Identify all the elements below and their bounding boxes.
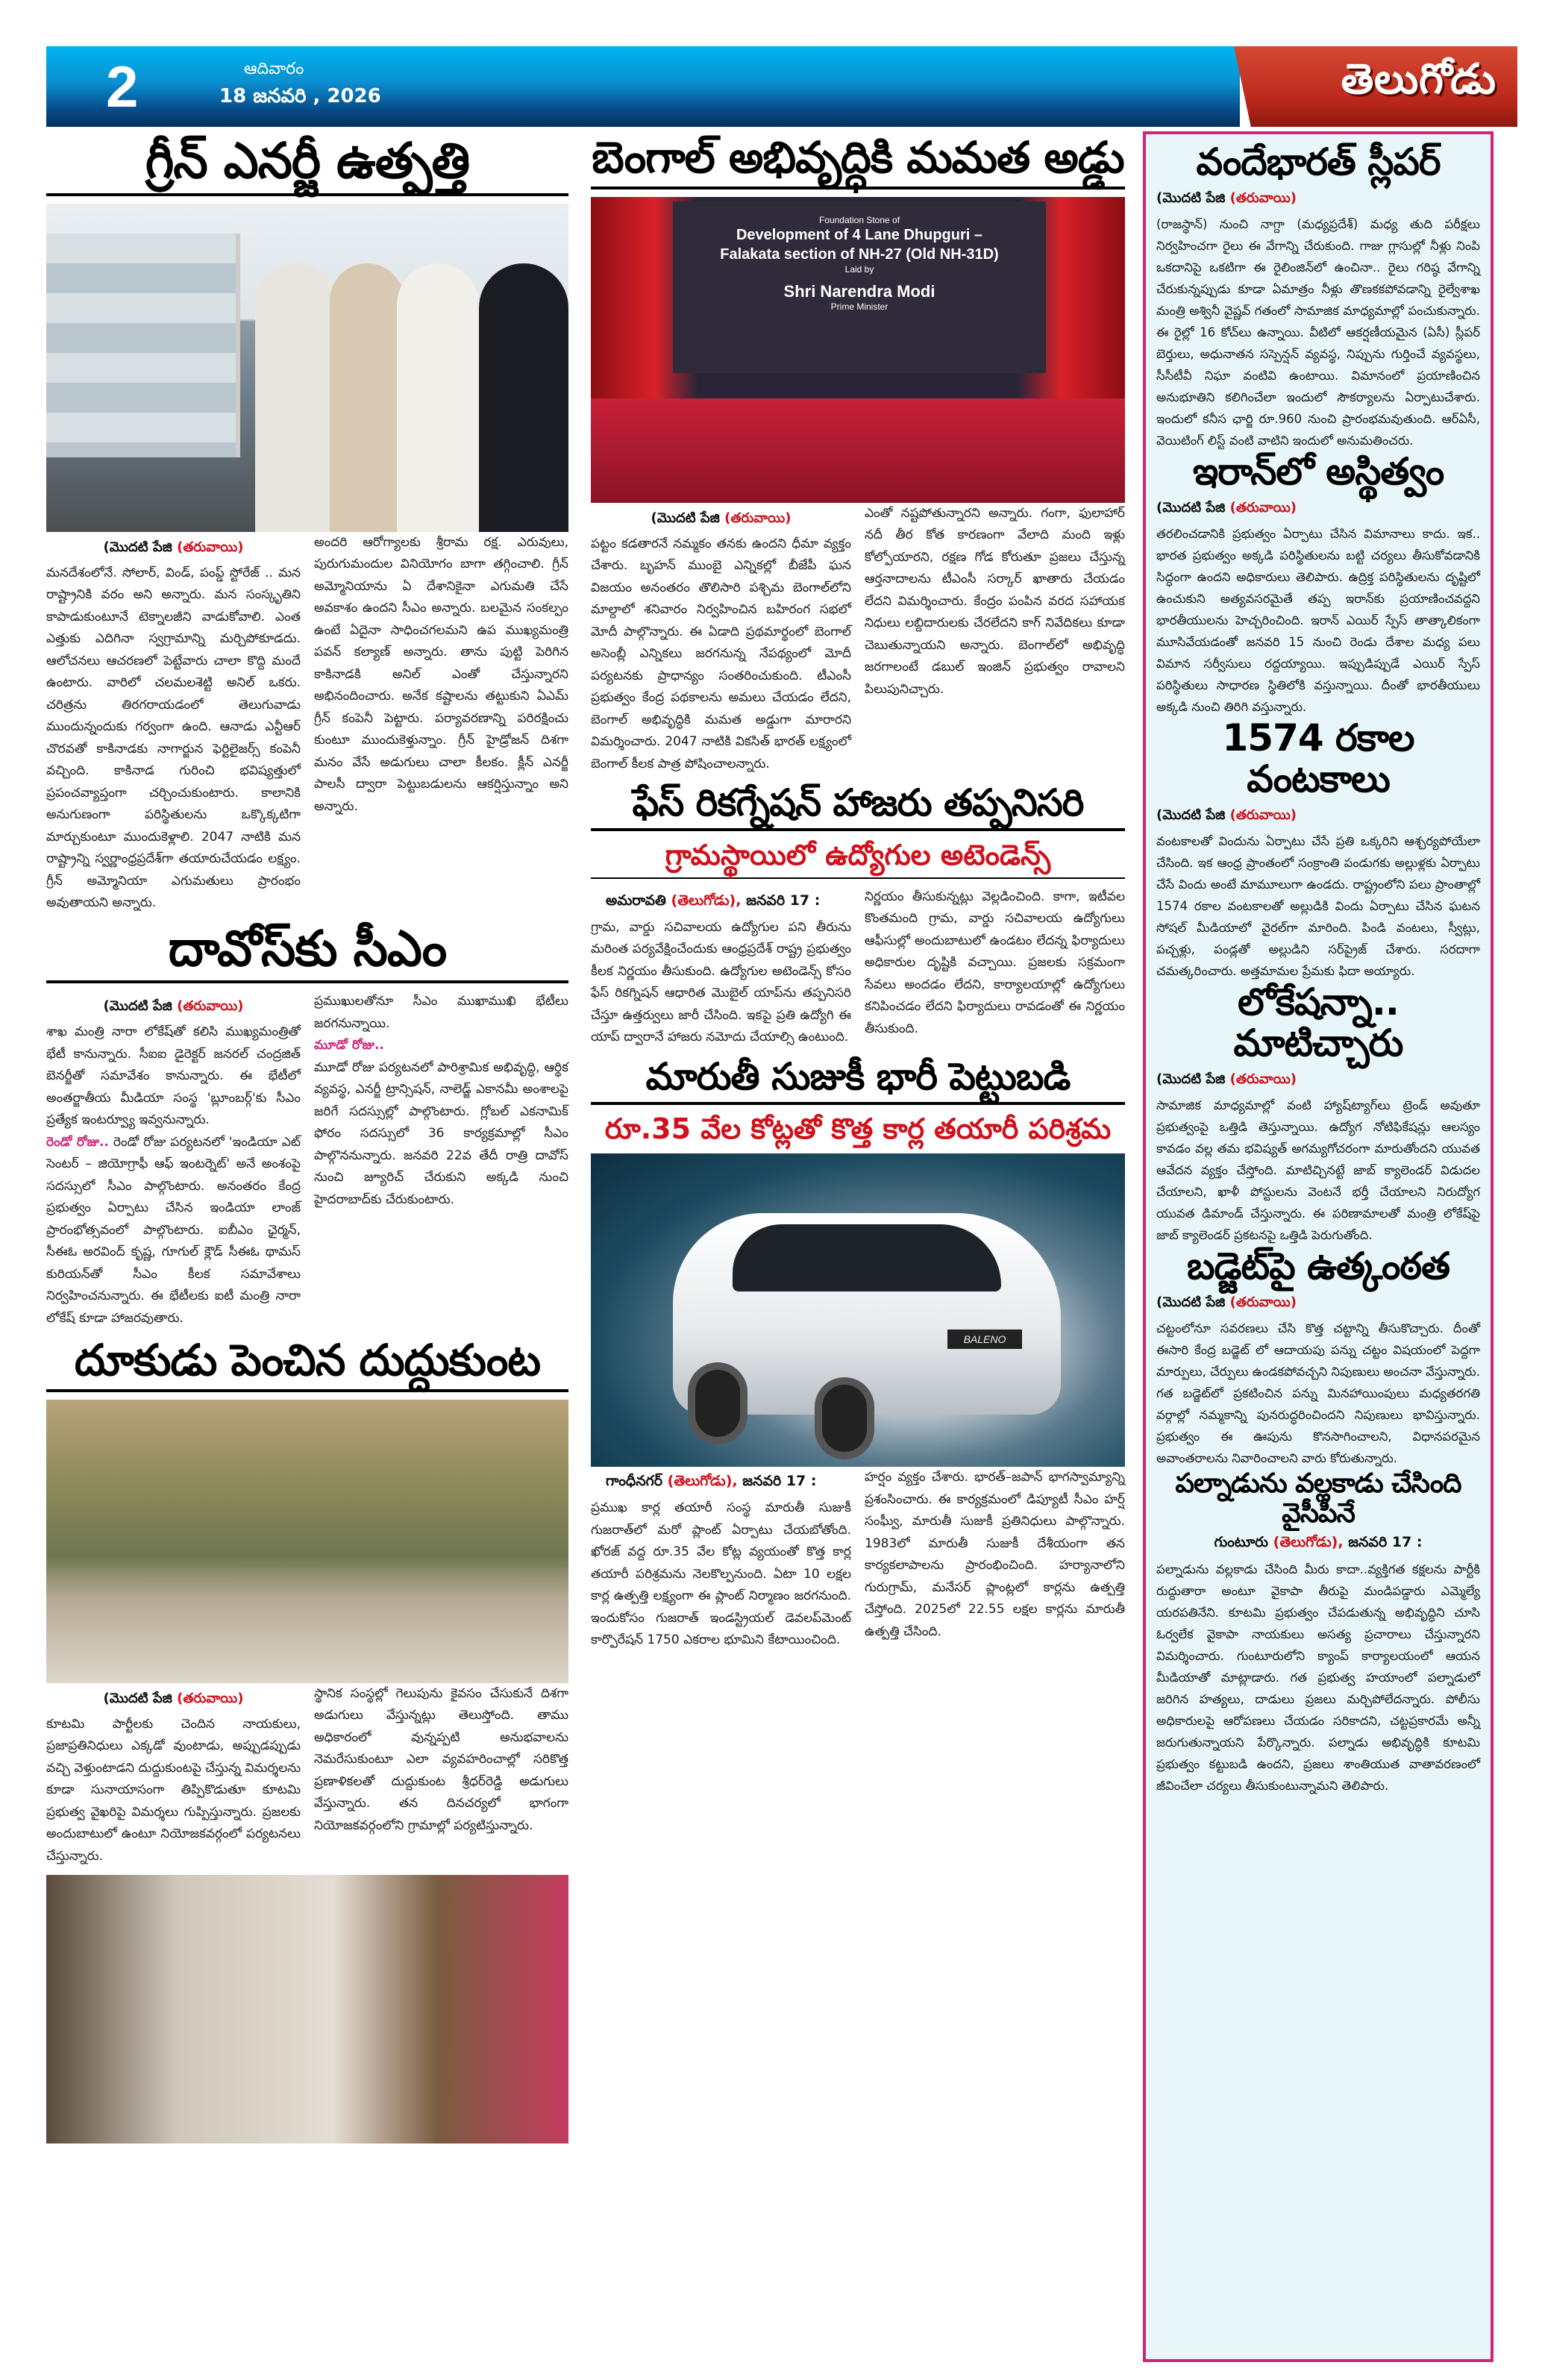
- subheadline: గ్రామస్థాయిలో ఉద్యోగుల అటెండెన్స్: [591, 839, 1125, 879]
- headline: మారుతీ సుజుకీ భారీ పెట్టుబడి: [591, 1056, 1125, 1105]
- car-wheel: [815, 1377, 874, 1459]
- photo-person: [397, 263, 479, 532]
- article-dudhukunta: [46, 1337, 568, 2143]
- continuation-label: (మొదటి పేజి (తరువాయి): [1156, 807, 1297, 823]
- continuation-label: (మొదటి పేజి (తరువాయి): [651, 510, 792, 526]
- article-text: అందరి ఆరోగ్యాలకు శ్రీరామ రక్ష. ఎరువులు, పురుగుమందుల వినియోగం బాగా తగ్గించాలి. గ్రీన్ అమ్మోనియాను ఏ దేశానికైనా ఎగుమతి చేసే అవకాశం ఉందని సీఎం అన్నారు. బలమైన సంకల్పం ఉంటే ఏదైనా సాధించగలమని ఉప ముఖ్యమంత్రి పవన్ కల్యాణ్ అన్నారు. తాను పుట్టి పెరిగిన కాకినాడకి అనిల్ ఎంతో చేస్తున్నారని అభినందించారు. అనేక కష్టాలను తట్టుకుని ఏఎమ్ గ్రీన్ కంపెనీ పెట్టారు. పర్యావరణాన్ని పరిరక్షించు కుంటూ ముందుకెళ్తున్నాం. గ్రీన్ హైడ్రోజన్ దిశగా మనం వేసే అడుగులు చాలా కీలకం. క్లీన్ ఎనర్జీ పాలసీ ద్వారా పెట్టుబడులను ఆకర్షిస్తున్నాం అని అన్నారు.: [314, 534, 568, 814]
- article-text: శాఖ మంత్రి నారా లోకేష్‌తో కలిసి ముఖ్యమంత్రితో భేటీ కానున్నారు. సీఐఐ డైరెక్టర్ జనరల్ చంద్రజిత్ బెనర్జీతో సమావేశం కానున్నారు. ఈ భేటీలో అంతర్జాతీయ మీడియా సంస్థ 'బ్లూంబర్గ్'కు సీఎం ప్రత్యేక ఇంటర్వ్యూ ఇవ్వనున్నారు.: [46, 1024, 301, 1128]
- photo-stage: [591, 398, 1125, 503]
- continuation-label: (మొదటి పేజి (తరువాయి): [1156, 1071, 1297, 1087]
- headline: బడ్జెట్‌పై ఉత్కంఠత: [1187, 1244, 1449, 1288]
- dateline: గుంటూరు (తెలుగోడు), జనవరి 17 :: [1214, 1534, 1423, 1551]
- article-text: రెండో రోజు పర్యటనలో 'ఇండియా ఎట్ సెంటర్ – జియోగ్రాఫీ ఆఫ్ ఇంటర్నెట్' అనే అంశంపై సదస్సులో సీఎం పాల్గొంటారు. అనంతరం కేంద్ర ప్రభుత్వం ఏర్పాటు చేసిన ఇండియా లాంజ్ ప్రారంభోత్సవంలో పాల్గొంటారు. ఐబీఎం ఛైర్మన్, సీఈఓ అరవింద్ కృష్ణ, గూగుల్ క్లౌడ్ సీఈఓ థామస్ కురియన్‌తో సీఎం కీలక సమావేశాలు నిర్వహించనున్నారు. ఈ భేటీలకు ఐటీ మంత్రి నారా లోకేష్ కూడా హాజరవుతారు.: [46, 1134, 301, 1326]
- masthead-day: ఆదివారం: [244, 60, 304, 78]
- headline: ఫేస్ రికగ్నేషన్ హాజరు తప్పనిసరి: [591, 783, 1125, 831]
- article-vande-bharat: [1156, 142, 1480, 451]
- headline: పల్నాడును వల్లకాడు చేసింది వైసీపీనే: [1175, 1468, 1461, 1529]
- article-lokesh: [1156, 982, 1480, 1246]
- masthead: [46, 46, 1517, 127]
- article-maruti: [591, 1056, 1125, 1652]
- continuation-label: (మొదటి పేజి (తరువాయి): [1156, 190, 1297, 206]
- continuation-label: (మొదటి పేజి (తరువాయి): [103, 539, 244, 555]
- photo-banner: Foundation Stone of Development of 4 Lane Dhupguri – Falakata section of NH-27 (Old NH-31D) Laid by Shri Narendra Modi Prime Minister: [673, 201, 1046, 373]
- article-text: హర్షం వ్యక్తం చేశారు. భారత్–జపాన్ భాగస్వామ్యాన్ని ప్రశంసించారు. ఈ కార్యక్రమంలో డిప్యూటీ సీఎం హర్ష్ సంఘ్వీ, మారుతీ సుజుకీ ప్రతినిధులు పాల్గొన్నారు. 1983లో మారుతీ సుజుకీ దేశీయంగా తన కార్యకలాపాలను ప్రారంభించింది. హర్యానాలోని గురుగ్రామ్, మనేసర్ ప్లాంట్లలో కార్లను ఉత్పత్తి చేస్తోంది. 2025లో 22.55 లక్షల కార్లను మారుతీ ఉత్పత్తి చేసింది.: [865, 1470, 1125, 1639]
- headline: ఇరాన్‌లో అస్థిత్వం: [1192, 450, 1444, 493]
- subhead: మూడో రోజు..: [314, 1038, 384, 1053]
- article-davos: [46, 919, 568, 1330]
- article-text: వంటకాలతో విందును ఏర్పాటు చేసే ప్రతి ఒక్కరిని ఆశ్చర్యపోయేలా చేసింది. ఇక ఆంధ్ర ప్రాంతంలో సంక్రాంతి పండుగకు అల్లుళ్లకు ఏర్పాటు చేసే విందు అంటే మామూలుగా ఉండదు. రాష్ట్రంలోని పలు ప్రాంతాల్లో 1574 రకాల వంటకాలతో అల్లుడికి విందు ఏర్పాటు చేసిన ఘటన సోషల్ మీడియాలో వైరల్‌గా మారింది. పిండి వంటలు, స్వీట్లు, పచ్చళ్లు, పండ్లతో అల్లుడిని సర్‌ప్రైజ్ చేశారు. సరదాగా చమత్కరించారు. అత్తమామల ప్రేమకు ఫిదా అయ్యారు.: [1156, 834, 1480, 978]
- article-text: తరలించడానికి ప్రభుత్వం ఏర్పాటు చేసిన విమానాలు కాదు. ఇక.. భారత ప్రభుత్వం అక్కడి పరిస్థితులను బట్టి చర్యలు తీసుకోవడానికి సిద్ధంగా ఉందని అధికారులు తెలిపారు. ఉద్రిక్త పరిస్థితులను దృష్టిలో ఉంచుకుని అత్యవసరమైతే తప్ప ఇరాన్‌కు ప్రయాణించవద్దని భారతీయులను హెచ్చరించింది. ఇరాన్ ఎయిర్ స్పేస్ తాత్కాలికంగా మూసివేయడంతో జనవరి 15 నుంచి రెండు దేశాల మధ్య పలు విమాన సర్వీసులు రద్దయ్యాయి. ఇప్పుడిప్పుడే ఎయిర్ స్పేస్ పరిస్థితులు సాధారణ స్థితిలోకి వస్తున్నాయి. దీంతో భారతీయులు అక్కడి నుంచి తిరిగి వస్తున్నారు.: [1156, 527, 1480, 714]
- continuation-label: (మొదటి పేజి (తరువాయి): [103, 998, 244, 1015]
- photo-person: [255, 263, 337, 532]
- masthead-date: 18 జనవరి , 2026: [219, 85, 381, 107]
- car-wheel: [688, 1362, 748, 1444]
- dateline: గాంధీనగర్ (తెలుగోడు), జనవరి 17 :: [606, 1473, 817, 1490]
- center-column: [591, 134, 1125, 1652]
- article-text: చట్టంలోనూ సవరణలు చేసి కొత్త చట్టాన్ని తీసుకొచ్చారు. దీంతో ఈసారి కేంద్ర బడ్జెట్ లో ఆదాయపు పన్ను చట్టం విషయంలో పెద్దగా మార్పులు, చేర్పులు ఉండకపోవచ్చని నిపుణులు అంచనా వేస్తున్నారు. గత బడ్జెట్‌లో ప్రకటించిన పన్ను మినహాయింపులు మధ్యతరగతి వర్గాల్లో నమ్మకాన్ని పునరుద్ధరించిందని నిపుణులు భావిస్తున్నారు. ప్రభుత్వం ఈ ఊపును కొనసాగించాలని, విధానపరమైన అవాంతరాలను నివారించాలని వారు కోరుతున్నారు.: [1156, 1321, 1480, 1465]
- article-text: మూడో రోజు పర్యటనలో పారిశ్రామిక అభివృద్ధి, ఆర్థిక వ్యవస్థ, ఎనర్జీ ట్రాన్సిషన్, నాలెడ్జ్ ఎకానమీ అంశాలపై జరిగే సదస్సుల్లో పాల్గొంటారు. గ్లోబల్ ఎకనామిక్ ఫోరం సదస్సులో 36 కార్యక్రమాల్లో సీఎం పాల్గొననున్నారు. జనవరి 22వ తేదీ రాత్రి దావోస్ నుంచి జ్యూరిచ్ చేరుకుని అక్కడి నుంచి హైదరాబాద్‌కు చేరుకుంటారు.: [314, 1059, 568, 1207]
- article-text: స్థానిక సంస్థల్లో గెలుపును కైవసం చేసుకునే దిశగా అడుగులు వేస్తున్నట్లు తెలుస్తోంది. తాము అధికారంలో వున్నప్పటి అనుభవాలను నెమరేసుకుంటూ ఎలా వ్యవహరించాల్లో సరికొత్త ప్రణాళికలతో దుద్దుకుంట శ్రీధర్‌రెడ్డి అడుగులు వేస్తున్నారు. తన దినచర్యలో భాగంగా నియోజకవర్గంలోని గ్రామాల్లో పర్యటిస్తున్నారు.: [314, 1685, 568, 1833]
- article-photo: [46, 204, 568, 532]
- article-text: ఎంతో నష్టపోతున్నారని అన్నారు. గంగా, ఫులాహార్ నదీ తీర కోత కారణంగా వేలాది మంది ఇళ్లు కోల్పోయారని, రక్షణ గోడ కోరుతూ ప్రజలు చేస్తున్న ఆర్తనాదాలను టీఎంసీ సర్కార్ ఖాతారు చేయడం లేదని విమర్శించారు. కేంద్రం పంపిన వరద సహాయక నిధులు లబ్దిదారులకు చేరలేదని కాగ్ నివేదికలు కూడా చెబుతున్నాయని అన్నారు. బెంగాల్‌లో అభివృద్ధి జరగాలంటే డబుల్ ఇంజిన్ ప్రభుత్వం రావాలని పిలుపునిచ్చారు.: [865, 505, 1125, 697]
- article-palnadu: [1156, 1469, 1480, 1797]
- photo-person: [479, 263, 568, 532]
- headline: లోకేషన్నా.. మాటిచ్చారు: [1233, 980, 1403, 1065]
- article-text: కూటమి పార్టీలకు చెందిన నాయకులు, ప్రజాప్రతినిధులు ఎక్కడో వుంటాడు, అప్పుడప్పుడు వచ్చి వెళ్తుంటాడని దుద్దుకుంటపై చేస్తున్న విమర్శలను కూడా సునాయాసంగా తిప్పికొడుతూ కూటమి ప్రభుత్వ వైఖరిపై విమర్శలు గుప్పిస్తున్నారు. ప్రజలకు అందుబాటులో ఉంటూ నియోజకవర్గంలో పర్యటనలు చేస్తున్నారు.: [46, 1716, 301, 1864]
- newspaper-logo: తెలుగోడు: [1341, 55, 1496, 104]
- article-1574-dishes: [1156, 718, 1480, 982]
- left-column: [46, 134, 568, 2143]
- article-iran: [1156, 451, 1480, 718]
- headline: గ్రీన్ ఎనర్జీ ఉత్పత్తి: [46, 134, 568, 196]
- article-text: పట్టం కడతారనే నమ్మకం తనకు ఉందని ధీమా వ్యక్తం చేశారు. బృహన్ ముంబై ఎన్నికల్లో బీజేపీ ఘన విజయం అనంతరం తొలిసారి పశ్చిమ బెంగాల్‌లోని మాల్దాలో శనివారం నిర్వహించిన బహిరంగ సభలో మోదీ పాల్గొన్నారు. ఈ ఏడాది ప్రథమార్థంలో బెంగాల్ అసెంబ్లీ ఎన్నికలు జరగనున్న నేపథ్యంలో మోదీ పర్యటనకు ప్రాధాన్యం సంతరించుకుంది. టీఎంసీ ప్రభుత్వం కేంద్ర పథకాలను అమలు చేయడం లేదని, బెంగాల్ అభివృద్ధికి మమత అడ్డుగా మారారని విమర్శించారు. 2047 నాటికి వికసిత్ భారత్ లక్ష్యంలో బెంగాల్ కీలక పాత్ర పోషించాలన్నారు.: [591, 536, 851, 771]
- article-text: మనదేశంలోనే. సోలార్, విండ్, పంప్డ్ స్టోరేజ్ .. మన రాష్ట్రానికి వరం అని అన్నారు. మన సంస్కృతిని కాపాడుకుంటూనే టెక్నాలజీని వాడుకోవాలి. ఎంత ఎత్తుకు ఎదిగినా స్వగ్రామాన్ని మర్చిపోకూడదు. ఆలోచనలు ఆచరణలో పెట్టేవారు చాలా కొద్ది మందే ఉంటారు. వారిలో చలమలశెట్టి అనిల్ ఒకరు. చరిత్రను తిరగరాయడంలో తెలుగువాడు ముందున్నందుకు గర్వంగా ఉంది. ఆనాడు ఎన్టీఆర్ చొరవతో కాకినాడకు నాగార్జున ఫెర్టిలైజర్స్ కంపెనీ వచ్చింది. కాకినాడ గురించి భవిష్యత్తులో ప్రపంచవ్యాప్తంగా చర్చించుకుంటారు. కాలానికి అనుగుణంగా పరిస్థితులను ఒక్కొక్కటిగా మార్చుకుంటూ ముందుకెళ్లాలి. 2047 నాటికి మన రాష్ట్రాన్ని స్వర్ణాంధ్రప్రదేశ్‌గా తయారుచేయడం లక్ష్యం. గ్రీన్ అమ్మోనియా ఎగుమతులు ప్రారంభం అవుతాయని అన్నారు.: [46, 565, 301, 911]
- car-badge: BALENO: [947, 1330, 1022, 1349]
- headline: దావోస్‌కు సీఎం: [46, 922, 568, 984]
- photo-display-board: [46, 234, 240, 457]
- article-text: పల్నాడును వల్లకాడు చేసింది మీరు కాదా..వ్యక్తిగత కక్షలను పార్టీకి రుద్దుతారా అంటూ వైకాపా తీరుపై మండిపడ్డారు ఎమ్మెల్యే యరపతినేని. కూటమి ప్రభుత్వం చేపడుతున్న అభివృద్ధిని చూసి ఓర్వలేక వైకాపా నాయకులు అసత్య ప్రచారాలు చేస్తున్నారని విమర్శించారు. గుంటూరులోని క్యాంప్ కార్యాలయంలో ఆయన మీడియాతో మాట్లాడారు. గత ప్రభుత్వ హయాంలో పల్నాడులో జరిగిన హత్యలు, దాడులు ప్రజలు మర్చిపోలేదన్నారు. పోలీసు అధికారులపై ఆరోపణలు చేయడం సరికాదని, చట్టప్రకారమే అన్నీ జరుగుతున్నాయని పేర్కొన్నారు. పల్నాడు అభివృద్ధికి కూటమి ప్రభుత్వం కట్టుబడి ఉందని, ప్రజలు శాంతియుత వాతావరణంలో జీవించేలా చర్యలు తీసుకుంటున్నామని తెలిపారు.: [1156, 1562, 1480, 1794]
- article-budget: [1156, 1246, 1480, 1469]
- article-bengal: [591, 134, 1125, 775]
- headline: దూకుడు పెంచిన దుద్దుకుంట: [46, 1337, 568, 1392]
- right-column-box: [1143, 131, 1494, 2362]
- subheadline: రూ.35 వేల కోట్లతో కొత్త కార్ల తయారీ పరిశ్రమ: [604, 1112, 1112, 1145]
- article-green-energy: [46, 134, 568, 915]
- article-text: (రాజస్థాన్) నుంచి నాగ్దా (మధ్యప్రదేశ్) మధ్య తుది పరీక్షలు నిర్వహించగా రైలు ఈ వేగాన్ని చేరుకుంది. గాజు గ్లాసుల్లో నీళ్లు నింపి ఒకదానిపై ఒకటిగా ఈ రైలింజిన్‌లో ఉంచినా.. రైలు గరిష్ఠ వేగాన్ని చేరుకున్నప్పుడు కూడా ఏమాత్రం నీళ్లు తొణకకపోవడాన్ని రైల్వేశాఖ మంత్రి అశ్వినీ వైష్ణవ్ గతంలో సామాజిక మాధ్యమాల్లో పంచుకున్నారు. ఈ రైల్లో 16 కోచ్‌లు ఉన్నాయి. వీటిలో ఆకర్షణీయమైన (ఏసీ) స్లీపర్ బెర్తులు, అధునాతన సస్పెన్షన్ వ్యవస్థ, నిప్పును గుర్తించే వ్యవస్థలు, సీసీటీవీ నిఘా వంటివి ఉంటాయి. విమానంలో ప్రయాణించిన అనుభూతిని కలిగించేలా ఇందులో సౌకర్యాలను ఏర్పాటుచేశారు. ఇందులో కనీస ఛార్జి రూ.960 నుంచి ప్రారంభమవుతుంది. ఆర్ఏసీ, వెయిటింగ్ లిస్ట్ వంటి వాటిని ఇందులో అనుమతించరు.: [1156, 217, 1480, 448]
- page-number: 2: [106, 54, 139, 119]
- dateline: అమరావతి (తెలుగోడు), జనవరి 17 :: [606, 892, 821, 909]
- continuation-label: (మొదటి పేజి (తరువాయి): [1156, 1294, 1297, 1310]
- article-photo-secondary: [46, 1875, 568, 2143]
- article-text: సామాజిక మాధ్యమాల్లో వంటి హ్యాష్‌ట్యాగ్‌లు ట్రెండ్ అవుతూ ప్రభుత్వంపై ఒత్తిడి తెస్తున్నాయి. ఉద్యోగ నోటిఫికేషన్లు ఆలస్యం కావడం వల్ల తమ భవిష్యత్ అగమ్యగోచరంగా మారుతోందని యువత ఆవేదన వ్యక్తం చేస్తోంది. మాటిచ్చినట్టే జాబ్ క్యాలెండర్ విడుదల చేయాలని, ఖాళీ పోస్టులను వెంటనే భర్తీ చేయాలని నిరుద్యోగ యువత డిమాండ్ చేస్తున్నారు. ఈ పరిణామాలతో మంత్రి లోకేష్‌పై జాబ్ క్యాలెండర్ ప్రకటనపై ఒత్తిడి పెరుగుతోంది.: [1156, 1098, 1480, 1242]
- article-text: ప్రముఖులతోనూ సీఎం ముఖాముఖి భేటీలు జరగనున్నాయి.: [314, 994, 568, 1031]
- continuation-label: (మొదటి పేజి (తరువాయి): [103, 1690, 244, 1706]
- article-text: గ్రామ, వార్డు సచివాలయ ఉద్యోగుల పని తీరును మరింత పర్యవేక్షించేందుకు ఆంధ్రప్రదేశ్ రాష్ట్ర ప్రభుత్వం కీలక నిర్ణయం తీసుకుంది. ఉద్యోగుల అటెండెన్స్ కోసం ఫేస్ రికగ్నిషన్ ఆధారిత మొబైల్ యాప్‌ను తప్పనిసరి చేస్తూ ఉత్తర్వులు జారీ చేసింది. ఇకపై ప్రతి ఉద్యోగి ఈ యాప్ ద్వారానే హాజరు నమోదు చేయాల్సి ఉంటుంది.: [591, 919, 851, 1045]
- article-face-recognition: [591, 783, 1125, 1049]
- headline: వందేభారత్ స్లీపర్: [1196, 140, 1441, 184]
- car-windshield: [733, 1224, 1001, 1291]
- article-photo: [591, 197, 1125, 503]
- continuation-label: (మొదటి పేజి (తరువాయి): [1156, 500, 1297, 516]
- article-text: ప్రముఖ కార్ల తయారీ సంస్థ మారుతీ సుజుకీ గుజరాత్‌లో మరో ప్లాంట్ ఏర్పాటు చేయబోతోంది. ఖోరజ్ వద్ద రూ.35 వేల కోట్ల వ్యయంతో కొత్త కార్ల తయారీ పరిశ్రమను నెలకొల్పనుంది. ఏటా 10 లక్షల కార్ల ఉత్పత్తి లక్ష్యంగా ఈ ప్లాంట్ నిర్మాణం జరగనుంది. ఇందుకోసం గుజరాత్ ఇండస్ట్రియల్ డెవలప్‌మెంట్ కార్పొరేషన్ 1750 ఎకరాల భూమిని కేటాయించింది.: [591, 1500, 851, 1648]
- subhead: రెండో రోజు..: [46, 1134, 109, 1150]
- article-photo: [46, 1400, 568, 1683]
- headline: బెంగాల్ అభివృద్ధికి మమత అడ్డు: [591, 134, 1125, 190]
- headline: 1574 రకాల వంటకాలు: [1222, 716, 1414, 801]
- article-text: నిర్ణయం తీసుకున్నట్లు వెల్లడించింది. కాగా, ఇటీవల కొంతమంది గ్రామ, వార్డు సచివాలయ ఉద్యోగులు ఆఫీసుల్లో అందుబాటులో ఉండటం లేదన్న ఫిర్యాదులు అధికారుల దృష్టికి వచ్చాయి. ప్రజలకు సక్రమంగా సేవలు అందడం లేదని, కార్యాలయాల్లో ఉద్యోగులు కనిపించడం లేదని ఫిర్యాదులు రావడంతో ఈ నిర్ణయం తీసుకుంది.: [865, 889, 1125, 1036]
- photo-person: [330, 263, 404, 532]
- article-photo-car: [591, 1153, 1125, 1467]
